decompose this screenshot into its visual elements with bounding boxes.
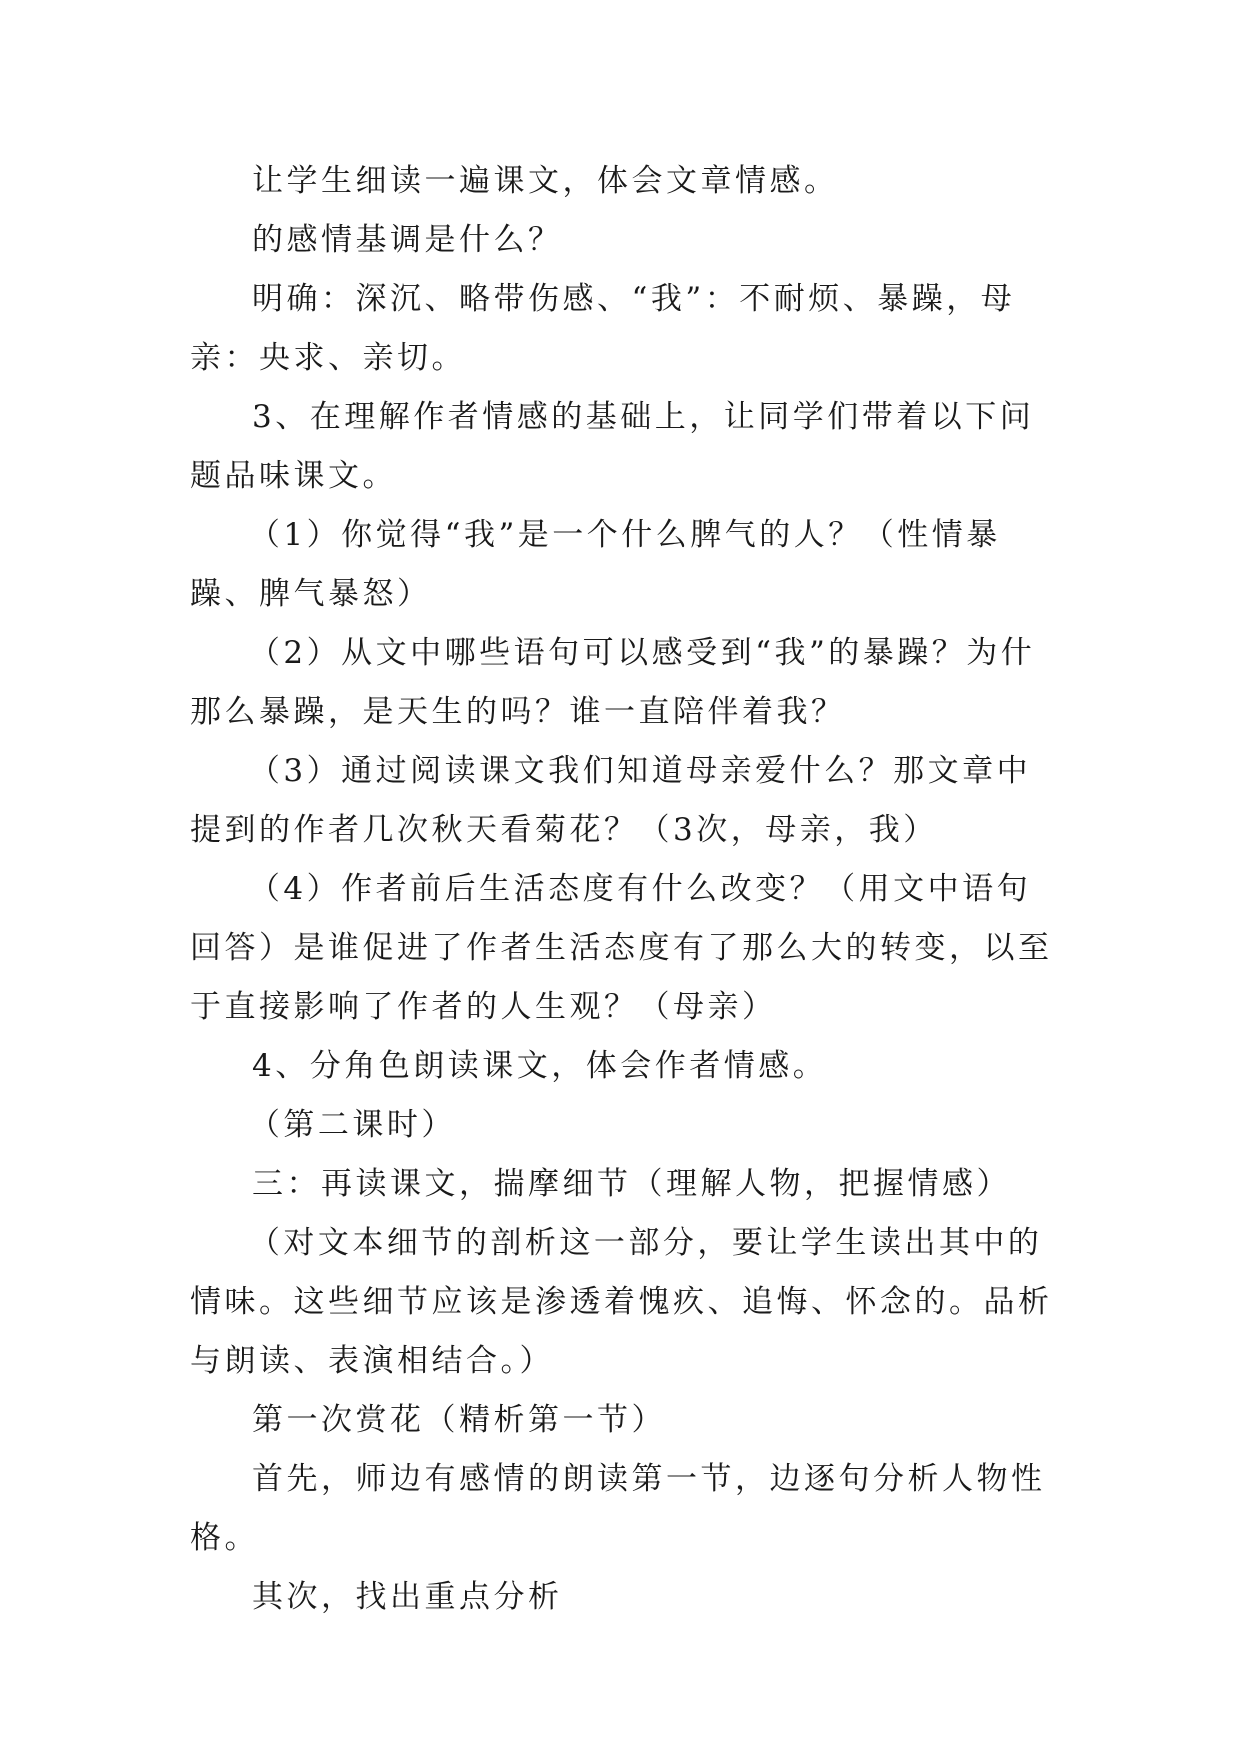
paragraph-8: （4）作者前后生活态度有什么改变？（用文中语句回答）是谁促进了作者生活态度有了那么大的转变，以至于直接影响了作者的人生观？（母亲） <box>190 871 1053 1025</box>
paragraph-4: 3、在理解作者情感的基础上，让同学们带着以下问题品味课文。 <box>190 399 1035 494</box>
paragraph-1: 让学生细读一遍课文，体会文章情感。 <box>252 163 839 199</box>
paragraph-10: （第二课时） <box>248 1107 456 1143</box>
paragraph-2: 的感情基调是什么？ <box>252 222 563 258</box>
paragraph-9: 4、分角色朗读课文，体会作者情感。 <box>252 1048 828 1084</box>
paragraph-12: （对文本细节的剖析这一部分，要让学生读出其中的情味。这些细节应该是渗透着愧疚、追悔、怀念的。品析与朗读、表演相结合。） <box>190 1225 1053 1379</box>
paragraph-7: （3）通过阅读课文我们知道母亲爱什么？那文章中提到的作者几次秋天看菊花？（3次，母亲，我） <box>190 753 1032 848</box>
paragraph-5: （1）你觉得“我”是一个什么脾气的人？（性情暴躁、脾气暴怒） <box>190 517 1001 612</box>
paragraph-15: 其次，找出重点分析 <box>252 1579 563 1615</box>
paragraph-11: 三：再读课文，揣摩细节（理解人物，把握情感） <box>252 1166 1011 1202</box>
paragraph-14: 首先，师边有感情的朗读第一节，边逐句分析人物性格。 <box>190 1461 1046 1556</box>
paragraph-6: （2）从文中哪些语句可以感受到“我”的暴躁？为什那么暴躁，是天生的吗？谁一直陪伴着我？ <box>190 635 1036 730</box>
paragraph-3: 明确：深沉、略带伤感、“我”：不耐烦、暴躁，母亲：央求、亲切。 <box>190 281 1016 376</box>
paragraph-13: 第一次赏花（精析第一节） <box>252 1402 666 1438</box>
document-body <box>190 152 1060 1627</box>
